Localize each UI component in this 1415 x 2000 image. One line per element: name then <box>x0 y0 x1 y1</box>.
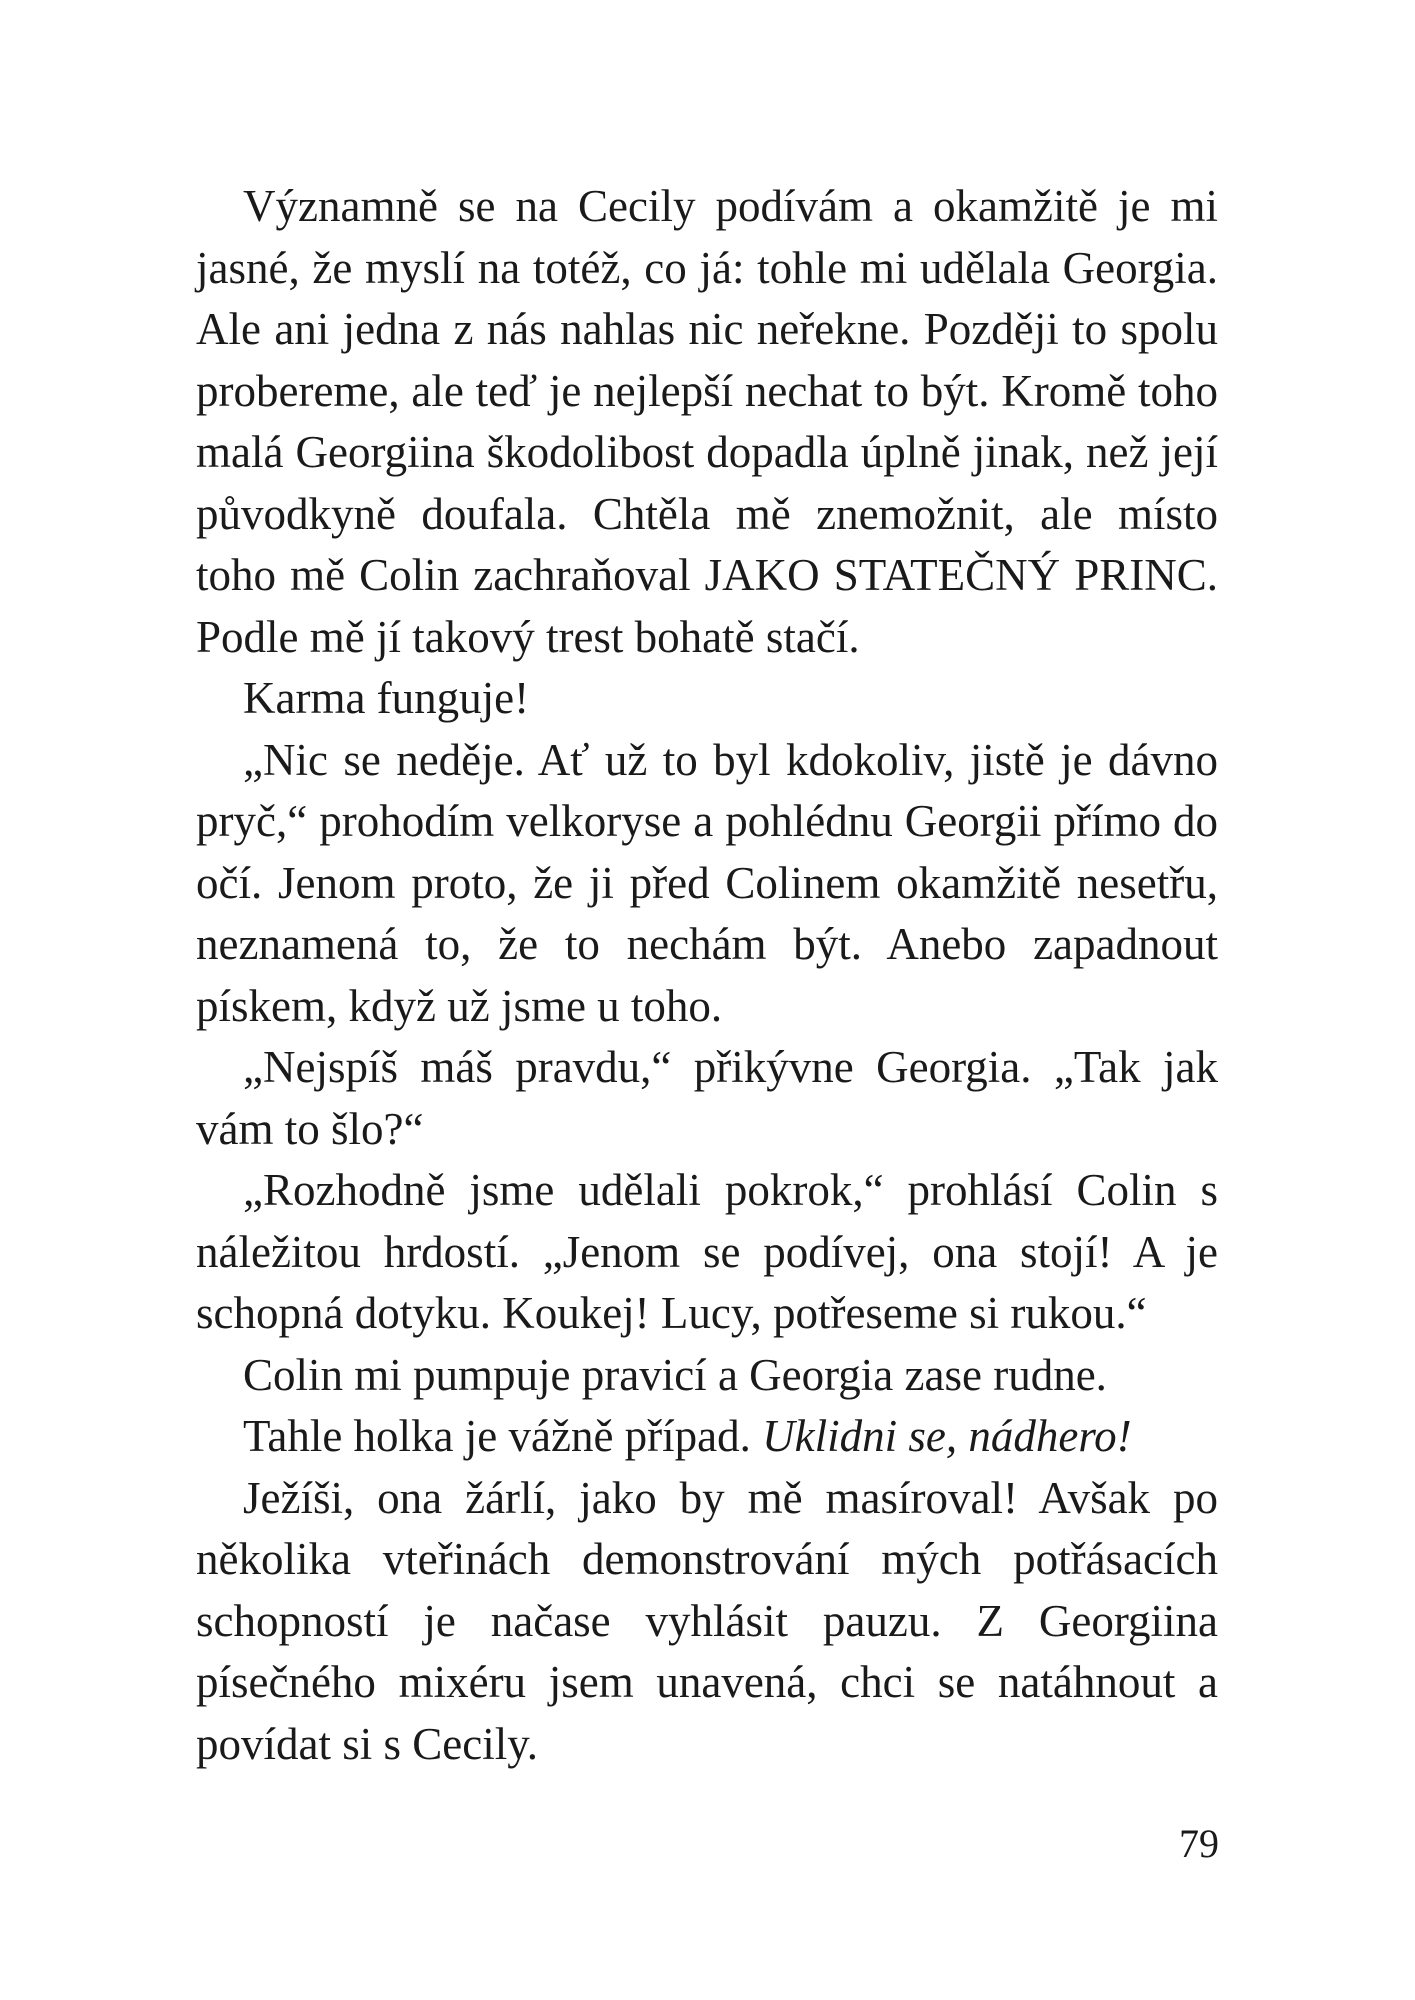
body-text <box>196 176 1218 1775</box>
italic-thought: Uklidni se, nádhero! <box>762 1411 1132 1461</box>
paragraph: Karma funguje! <box>243 673 530 723</box>
paragraph: „Nejspíš máš pravdu,“ přikývne Georgia. „Tak jak vám to šlo?“ <box>196 1042 1218 1154</box>
paragraph: Významně se na Cecily podívám a okamžitě je mi jasné, že myslí na totéž, co já: tohle mi udělala Georgia. Ale ani jedna z nás nahlas nic neřekne. Později to spolu probereme, ale teď je nejlepší nechat to být. Kromě toho malá Georgiina škodolibost dopadla úplně jinak, než její původkyně doufala. Chtěla mě znemožnit, ale místo toho mě Colin zachraňoval JAKO STATEČNÝ PRINC. Podle mě jí takový trest bohatě stačí. <box>196 181 1218 662</box>
page-number: 79 <box>1179 1821 1219 1866</box>
paragraph: Ježíši, ona žárlí, jako by mě masíroval! Avšak po několika vteřinách demonstrování mých potřásacích schopností je načase vyhlásit pauzu. Z Georgiina písečného mixéru jsem unavená, chci se natáhnout a povídat si s Cecily. <box>196 1472 1218 1769</box>
paragraph-text: Tahle holka je vážně případ. <box>243 1411 763 1461</box>
paragraph <box>196 1406 1218 1468</box>
paragraph: „Rozhodně jsme udělali pokrok,“ prohlásí Colin s náležitou hrdostí. „Jenom se podívej, ona stojí! A je schopná dotyku. Koukej! Lucy, potřeseme si rukou.“ <box>196 1165 1218 1338</box>
paragraph: „Nic se neděje. Ať už to byl kdokoliv, jistě je dávno pryč,“ prohodím velkoryse a pohlédnu Georgii přímo do očí. Jenom proto, že ji před Colinem okamžitě nesetřu, neznamená to, že to nechám být. Anebo zapadnout pískem, když už jsme u toho. <box>196 734 1218 1031</box>
paragraph: Colin mi pumpuje pravicí a Georgia zase rudne. <box>243 1349 1107 1400</box>
